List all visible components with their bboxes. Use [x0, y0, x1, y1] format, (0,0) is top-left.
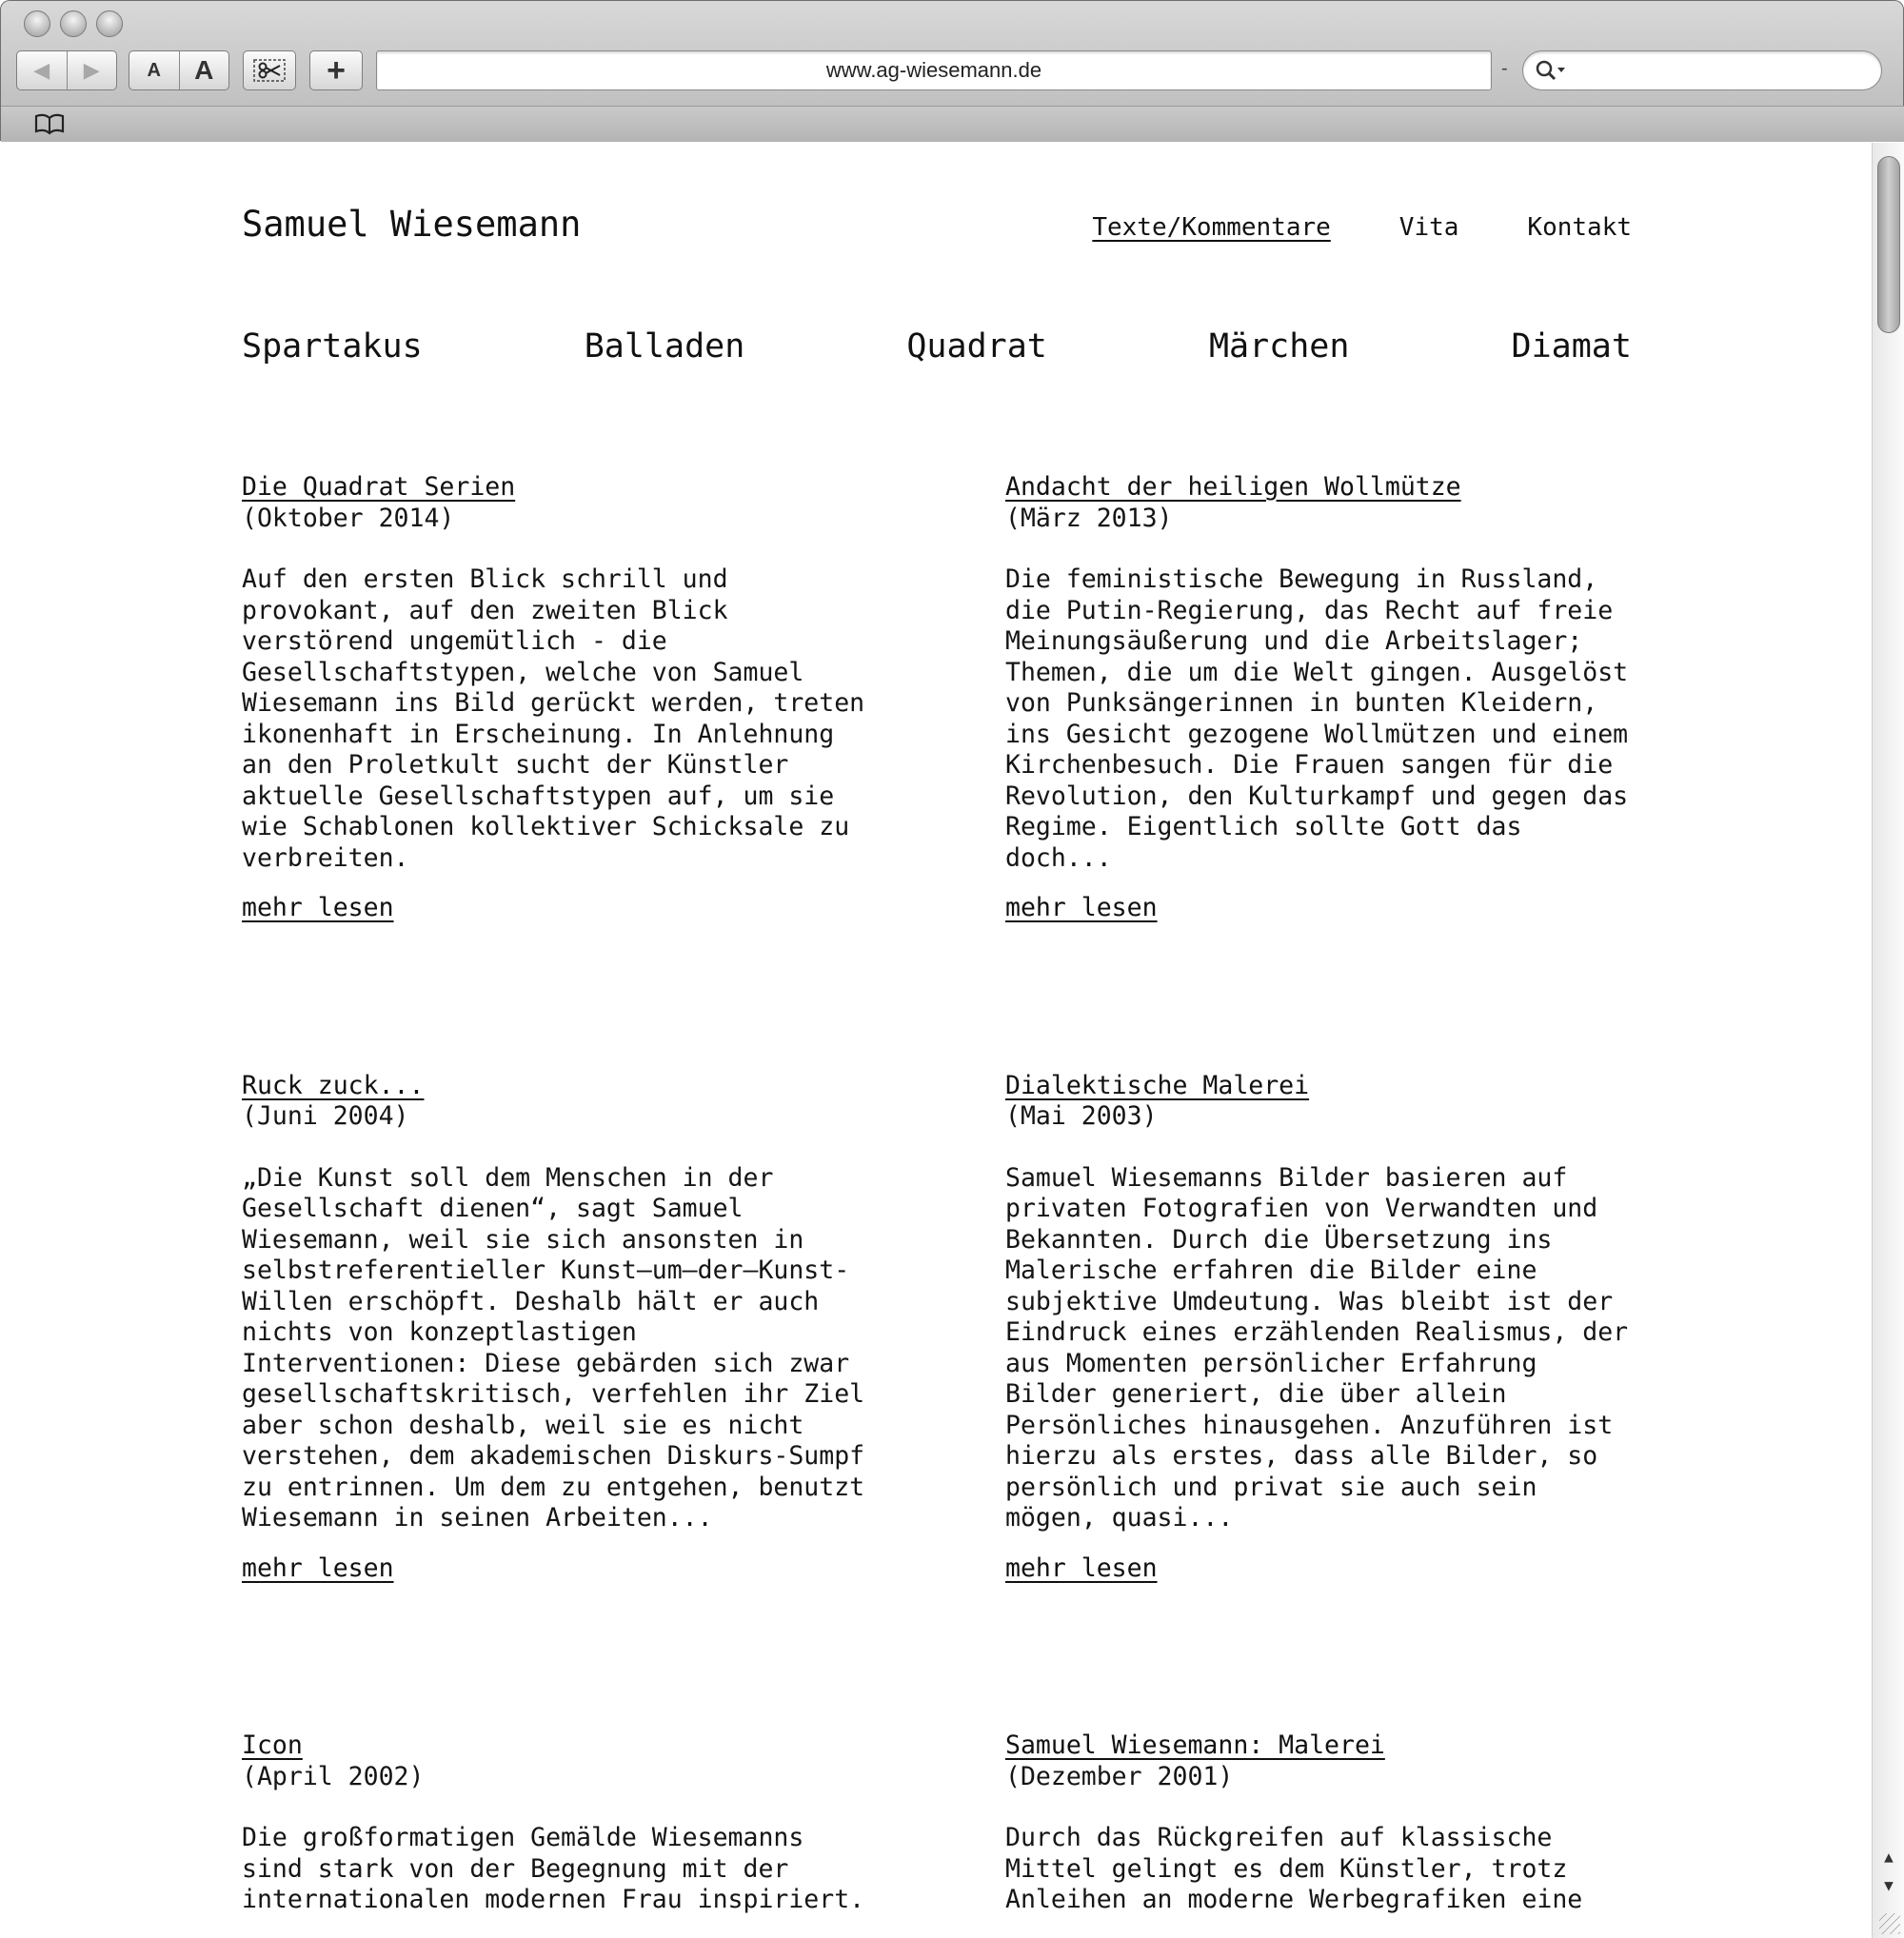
scrollbar-thumb[interactable]	[1877, 156, 1900, 333]
search-field[interactable]	[1522, 50, 1882, 90]
increase-text-size-button[interactable]: A	[179, 51, 229, 89]
article-entry	[1005, 472, 1632, 924]
article-excerpt: Auf den ersten Blick schrill und provokant, auf den zweiten Blick verstörend ungemütlich - die Gesellschaftstypen, welche von Samuel Wiesemann ins Bild gerückt werden, treten ikonenhaft in Erscheinung. In Anlehnung an den Proletkult sucht der Künstler aktuelle Gesellschaftstypen auf, um sie wie Schablonen kollektiver Schicksale zu verbreiten.	[242, 564, 865, 873]
article-date: (April 2002)	[242, 1761, 425, 1791]
scissors-icon	[253, 59, 286, 82]
article-excerpt: Die großformatigen Gemälde Wiesemanns sind stark von der Begegnung mit der internationalen modernen Frau inspiriert.	[242, 1823, 865, 1914]
series-link-maerchen[interactable]: Märchen	[1208, 327, 1350, 366]
page-content	[0, 143, 1872, 1938]
series-link-spartakus[interactable]: Spartakus	[242, 327, 423, 366]
scroll-up-arrow-icon[interactable]: ▲	[1884, 1848, 1894, 1866]
url-text: www.ag-wiesemann.de	[825, 58, 1042, 82]
article-excerpt: Durch das Rückgreifen auf klassische Mittel gelingt es dem Künstler, trotz Anleihen an moderne Werbegrafiken eine	[1005, 1823, 1583, 1914]
article-date: (Dezember 2001)	[1005, 1761, 1234, 1791]
article-entry	[1005, 1730, 1632, 1916]
article-date: (Juni 2004)	[242, 1101, 409, 1131]
article-excerpt: Samuel Wiesemanns Bilder basieren auf privaten Fotografien von Verwandten und Bekannten. Durch die Übersetzung ins Malerische erfahren die Bilder eine subjektive Umdeutung. Was bleibt ist der Eindruck eines erzählenden Realismus, der aus Momenten persönlicher Erfahrung Bilder generiert, die über allein Persönliches hinausgehen. Anzuführen ist hierzu als erstes, dass alle Bilder, so persönlich und privat sie auch sein mögen, quasi...	[1005, 1162, 1629, 1533]
article-title-link[interactable]: Dialektische Malerei	[1005, 1070, 1310, 1100]
article-entry	[242, 472, 1005, 924]
article-entry	[242, 1730, 1005, 1916]
read-more-link[interactable]: mehr lesen	[1005, 893, 1158, 922]
article-entry	[1005, 1071, 1632, 1585]
resize-grip-icon[interactable]	[1879, 1913, 1900, 1934]
article-title-link[interactable]: Ruck zuck...	[242, 1070, 425, 1100]
text-size-controls	[129, 50, 229, 90]
vertical-scrollbar[interactable]	[1872, 143, 1904, 1938]
decrease-text-size-button[interactable]: A	[147, 59, 161, 81]
address-bar[interactable]	[376, 50, 1492, 90]
bookmarks-bar	[1, 106, 1904, 142]
close-window-button[interactable]	[24, 10, 50, 37]
history-nav	[16, 50, 117, 90]
series-navigation	[242, 327, 1632, 366]
article-date: (März 2013)	[1005, 503, 1173, 533]
url-separator: -	[1501, 58, 1508, 79]
article-date: (Oktober 2014)	[242, 503, 455, 533]
zoom-window-button[interactable]	[96, 10, 123, 37]
article-title-link[interactable]: Samuel Wiesemann: Malerei	[1005, 1730, 1385, 1760]
forward-arrow-icon[interactable]: ▶	[67, 51, 117, 89]
read-more-link[interactable]: mehr lesen	[242, 1552, 394, 1583]
read-more-link[interactable]: mehr lesen	[242, 893, 394, 922]
series-link-diamat[interactable]: Diamat	[1511, 327, 1632, 366]
article-title-link[interactable]: Icon	[242, 1730, 303, 1760]
browser-toolbar	[0, 0, 1904, 141]
back-arrow-icon[interactable]: ◀	[33, 58, 50, 82]
window-controls	[24, 10, 123, 37]
nav-link-vita[interactable]: Vita	[1398, 213, 1459, 242]
top-navigation	[1092, 213, 1632, 242]
search-icon	[1535, 59, 1567, 82]
article-excerpt: Die feministische Bewegung in Russland, die Putin-Regierung, das Recht auf freie Meinungsäußerung und die Arbeitslager; Themen, die um die Welt gingen. Ausgelöst von Punksängerinnen in bunten Kleidern, ins Gesicht gezogene Wollmützen und einem Kirchenbesuch. Die Frauen sangen für die Revolution, den Kulturkampf und gegen das Regime. Eigentlich sollte Gott das doch...	[1005, 564, 1629, 873]
minimize-window-button[interactable]	[60, 10, 87, 37]
read-more-link[interactable]: mehr lesen	[1005, 1552, 1158, 1583]
article-entry	[242, 1071, 1005, 1585]
article-title-link[interactable]: Andacht der heiligen Wollmütze	[1005, 472, 1461, 502]
article-title-link[interactable]: Die Quadrat Serien	[242, 472, 516, 502]
site-title: Samuel Wiesemann	[242, 204, 582, 245]
scroll-down-arrow-icon[interactable]: ▼	[1884, 1876, 1894, 1894]
scroll-arrows	[1873, 1843, 1904, 1900]
nav-link-texte-kommentare[interactable]: Texte/Kommentare	[1092, 213, 1331, 242]
bookmarks-book-icon[interactable]	[33, 111, 66, 136]
nav-link-kontakt[interactable]: Kontakt	[1527, 213, 1632, 242]
series-link-balladen[interactable]: Balladen	[584, 327, 745, 366]
article-excerpt: „Die Kunst soll dem Menschen in der Gesellschaft dienen“, sagt Samuel Wiesemann, weil sie sich ansonsten in selbstreferentieller Kunst–um–der–Kunst- Willen erschöpft. Deshalb hält er auch nichts von konzeptlastigen Interventionen: Diese gebärden sich zwar gesellschaftskritisch, verfehlen ihr Ziel aber schon deshalb, weil sie es nicht verstehen, dem akademischen Diskurs-Sumpf zu entrinnen. Um dem zu entgehen, benutzt Wiesemann in seinen Arbeiten...	[242, 1162, 865, 1533]
add-bookmark-button[interactable]: +	[309, 50, 363, 90]
article-date: (Mai 2003)	[1005, 1101, 1158, 1131]
series-link-quadrat[interactable]: Quadrat	[906, 327, 1047, 366]
article-list	[242, 472, 1632, 1916]
web-clip-button[interactable]	[243, 50, 296, 90]
